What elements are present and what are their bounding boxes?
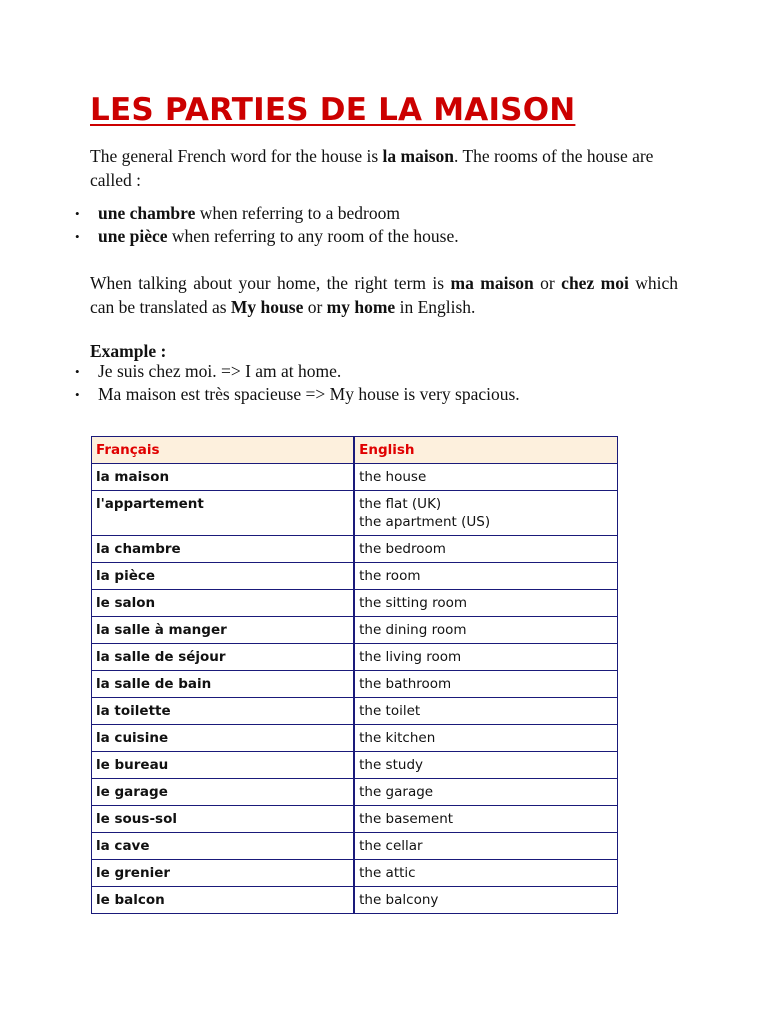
- table-row: [92, 833, 618, 860]
- example-label: Example :: [90, 341, 167, 361]
- cell-english-line: the apartment (US): [359, 514, 491, 530]
- home-text: When talking about your home, the right term is: [90, 273, 451, 293]
- cell-english: [354, 725, 617, 752]
- cell-english: [354, 887, 617, 914]
- cell-english: [354, 698, 617, 725]
- cell-french: le sous-sol: [92, 806, 355, 833]
- cell-english-line: the basement: [359, 811, 454, 827]
- intro-bold-term: la maison: [382, 146, 455, 166]
- table-header-row: [92, 437, 618, 464]
- room-term: une pièce: [98, 226, 168, 246]
- table-row: [92, 779, 618, 806]
- cell-english: [354, 833, 617, 860]
- cell-english-line: the house: [359, 469, 427, 485]
- table-row: [92, 563, 618, 590]
- cell-english-line: the toilet: [359, 703, 421, 719]
- cell-english: [354, 671, 617, 698]
- table-row: [92, 860, 618, 887]
- cell-french: la cave: [92, 833, 355, 860]
- cell-french: la chambre: [92, 536, 355, 563]
- home-text: or: [303, 297, 327, 317]
- cell-english-line: the flat (UK): [359, 496, 442, 512]
- header-french: Français: [92, 437, 355, 464]
- cell-english: [354, 617, 617, 644]
- cell-english-line: the room: [359, 568, 421, 584]
- home-bold-term: My house: [230, 297, 304, 317]
- cell-english-line: the attic: [359, 865, 416, 881]
- table-row: [92, 590, 618, 617]
- intro-paragraph: [90, 144, 690, 192]
- cell-english-line: the kitchen: [359, 730, 436, 746]
- cell-english-line: the sitting room: [359, 595, 468, 611]
- page-title: LES PARTIES DE LA MAISON: [90, 92, 576, 128]
- room-term-description: when referring to a bedroom: [195, 203, 400, 223]
- table-row: [92, 617, 618, 644]
- table-row: [92, 725, 618, 752]
- cell-french: la salle à manger: [92, 617, 355, 644]
- cell-english: [354, 464, 617, 491]
- cell-english-line: the study: [359, 757, 423, 773]
- room-terms-list: [98, 202, 698, 248]
- room-term-description: when referring to any room of the house.: [167, 226, 459, 246]
- cell-french: la salle de bain: [92, 671, 355, 698]
- table-row: [92, 536, 618, 563]
- cell-english-line: the bedroom: [359, 541, 446, 557]
- examples-list: [98, 360, 698, 406]
- cell-french: la pièce: [92, 563, 355, 590]
- home-text: or: [533, 273, 562, 293]
- vocabulary-table: [91, 436, 618, 914]
- table-row: [92, 671, 618, 698]
- table-row: [92, 464, 618, 491]
- home-paragraph: [90, 271, 678, 319]
- room-term: une chambre: [98, 203, 196, 223]
- table-row: [92, 644, 618, 671]
- cell-french: la salle de séjour: [92, 644, 355, 671]
- cell-english-line: the cellar: [359, 838, 423, 854]
- home-text: in English.: [395, 297, 476, 317]
- cell-english-line: the living room: [359, 649, 462, 665]
- cell-french: le bureau: [92, 752, 355, 779]
- cell-french: le balcon: [92, 887, 355, 914]
- cell-english: [354, 644, 617, 671]
- intro-text-after: . The rooms of the house are called :: [90, 146, 654, 190]
- cell-french: le grenier: [92, 860, 355, 887]
- cell-french: le garage: [92, 779, 355, 806]
- intro-text-before: The general French word for the house is: [90, 146, 383, 166]
- cell-english: [354, 752, 617, 779]
- table-row: [92, 491, 618, 536]
- cell-english: [354, 563, 617, 590]
- cell-english: [354, 536, 617, 563]
- home-bold-term: chez moi: [561, 273, 629, 293]
- home-bold-term: my home: [326, 297, 396, 317]
- cell-english-line: the garage: [359, 784, 434, 800]
- table-row: [92, 806, 618, 833]
- list-item: [98, 225, 698, 248]
- home-bold-term: ma maison: [450, 273, 534, 293]
- cell-french: la toilette: [92, 698, 355, 725]
- cell-french: l'appartement: [92, 491, 355, 536]
- cell-english-line: the dining room: [359, 622, 467, 638]
- cell-english-line: the balcony: [359, 892, 439, 908]
- list-item: [98, 202, 698, 225]
- cell-english: [354, 779, 617, 806]
- cell-french: le salon: [92, 590, 355, 617]
- cell-english: [354, 590, 617, 617]
- table-row: [92, 752, 618, 779]
- cell-french: la cuisine: [92, 725, 355, 752]
- cell-english: [354, 491, 617, 536]
- table-row: [92, 698, 618, 725]
- cell-french: la maison: [92, 464, 355, 491]
- list-item: • Ma maison est très spacieuse => My house is very spacious.: [98, 383, 698, 406]
- cell-english-line: the bathroom: [359, 676, 452, 692]
- header-english: English: [354, 437, 617, 464]
- home-text: which can be translated as: [90, 273, 678, 317]
- table-row: [92, 887, 618, 914]
- cell-english: [354, 860, 617, 887]
- list-item: • Je suis chez moi. => I am at home.: [98, 360, 698, 383]
- cell-english: [354, 806, 617, 833]
